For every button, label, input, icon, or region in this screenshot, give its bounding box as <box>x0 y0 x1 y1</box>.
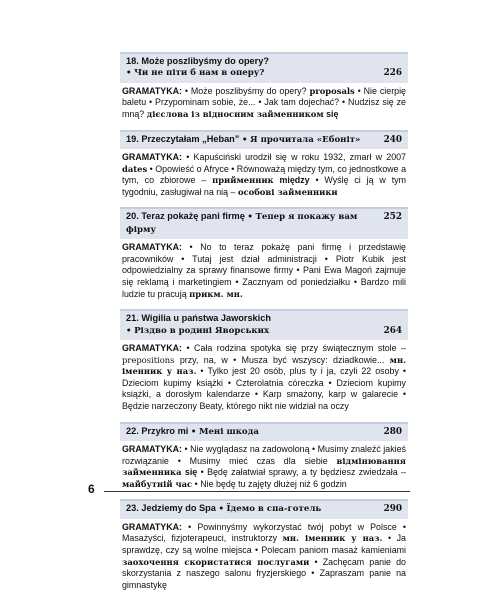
grammar-text: się <box>326 109 339 119</box>
lesson-header <box>120 207 408 239</box>
grammar-text: • Powinnyśmy wykorzystać twój pobyt w Polsce • Masażyści, fizjoterapeuci, instruktorzy <box>122 521 406 544</box>
grammar-text: • Będę załatwiał sprawy, a ty będziesz zwiedzała – <box>197 467 406 478</box>
lesson-title-ua: Я прочитала «Eбоніт» <box>250 134 361 145</box>
grammar-text: • Opowieść o Afryce • Równoważą między tym, co jednostkowe a tym, co zbiorowe – <box>122 163 406 186</box>
grammar-text: прикм. мн. <box>189 288 243 299</box>
lesson-number: 19. <box>126 133 139 144</box>
grammar-text: • Zachęcam panie do skorzystania z naszego salonu fryzjerskiego • Zapraszam panie na gimnastykę <box>122 556 406 590</box>
grammar-summary <box>120 83 408 121</box>
lesson-title-pl: Przykro mi <box>141 425 189 436</box>
grammar-text: prepositions <box>122 354 175 365</box>
lesson-number: 20. <box>126 211 139 222</box>
lesson-section <box>120 207 408 300</box>
grammar-text: прийменник <box>212 175 274 186</box>
grammar-label: GRAMATYKA: <box>122 85 182 96</box>
grammar-text: • Nie wyglądasz na zadowoloną • Musimy znaleźć jakieś rozwiązanie • Musimy mieć czas dla siebie <box>122 443 406 466</box>
grammar-text: • Wyślę ci ją w tym tygodniu, zasługiwał na nią – <box>122 175 406 197</box>
grammar-text: dates <box>122 163 148 174</box>
grammar-text: przy, na, w • Musza być wszyscy: dziadkowie... <box>174 354 390 365</box>
lesson-page: 290 <box>383 504 402 515</box>
lesson-page: 252 <box>383 212 402 223</box>
lesson-title-ua: Різдво в родині Яворських <box>134 325 270 336</box>
lesson-page: 226 <box>383 68 402 79</box>
lesson-page: 280 <box>383 426 402 437</box>
lesson-title-pl: Przeczytałam „Heban” <box>141 133 240 144</box>
grammar-label: GRAMATYKA: <box>122 242 182 253</box>
grammar-text: • Nie cierpię baletu • Przypominam sobie, że... • Jak tam dojechać? • Nudzisz się ze mną? <box>122 85 406 119</box>
lesson-title-pl: Teraz pokażę pani firmę <box>141 211 245 222</box>
lesson-title-ua: Мені шкода <box>198 426 259 437</box>
lesson-number: 23. <box>126 503 139 514</box>
grammar-text: proposals <box>309 85 355 96</box>
grammar-summary <box>120 239 408 300</box>
grammar-text: między <box>279 175 310 186</box>
lesson-number: 22. <box>126 425 139 436</box>
grammar-text: się <box>184 467 198 478</box>
bullet: • <box>218 504 224 515</box>
lesson-title-pl: Może poszlibyśmy do opery? <box>141 56 269 66</box>
grammar-text: дієслова із відносним займенником <box>146 109 324 119</box>
lesson-page: 240 <box>383 134 402 145</box>
lesson-section <box>120 422 408 491</box>
page-number: 6 <box>88 482 95 496</box>
grammar-text: • Cała rodzina spotyka się przy świątecznym stole – <box>181 342 406 353</box>
bullet: • <box>126 325 132 336</box>
grammar-text: заохочення скористатися послугами <box>122 556 310 567</box>
grammar-text: • Kapuściński urodził się w roku 1932, zmarł w 2007 <box>181 152 406 162</box>
grammar-summary <box>120 519 408 592</box>
grammar-summary <box>120 149 408 198</box>
grammar-text: особові займенники <box>237 186 338 197</box>
grammar-label: GRAMATYKA: <box>122 152 182 162</box>
grammar-text: мн. іменник у наз. <box>122 354 406 377</box>
grammar-text: • No to teraz pokażę pani firmę i przedstawię pracowników • Tutaj jest dział administracji • Piotr Kubik jest odpowiedzialny za sprawy finansowe firmy • Pani Ewa Magoń zajmuje się reklamą i marketingiem • Zacznyam od poniedziałku • Bardzo mili ludzie tu pracują <box>122 242 406 299</box>
lesson-title-pl: Jedziemy do Spa <box>141 503 216 514</box>
lesson-title-ua: Тепер я покажу вам фірму <box>126 212 358 235</box>
grammar-label: GRAMATYKA: <box>122 521 182 532</box>
grammar-text: • Tylko jest 20 osób, plus ty i ja, czyli 22 osoby • Dzieciom kupimy książki • Czterolatnia córeczka • Dzieciom kupimy książki, a dorosłym kalendarze • Karp smażony, karp w galarecie • Będzie narzeczony Beaty, którego nikt nie widział na oczy <box>122 366 406 411</box>
grammar-label: GRAMATYKA: <box>122 342 182 353</box>
lesson-section <box>120 499 408 591</box>
bullet: • <box>126 68 132 79</box>
bullet: • <box>247 212 253 223</box>
grammar-text: • Może poszlibyśmy do opery? <box>181 85 310 96</box>
lesson-header <box>120 499 408 518</box>
grammar-summary <box>120 441 408 490</box>
table-of-contents <box>120 52 408 600</box>
lesson-number: 18. <box>126 56 139 66</box>
lesson-section <box>120 130 408 199</box>
lesson-title-pl: Wigilia u państwa Jaworskich <box>141 313 271 324</box>
lesson-section <box>120 52 408 121</box>
lesson-header <box>120 52 408 83</box>
lesson-page: 264 <box>383 325 402 336</box>
bullet: • <box>190 426 197 437</box>
footer-rule <box>104 491 410 492</box>
grammar-text: майбутній час <box>122 478 193 489</box>
grammar-summary <box>120 340 408 413</box>
lesson-number: 21. <box>126 313 139 324</box>
lesson-section <box>120 309 408 412</box>
lesson-header <box>120 130 408 149</box>
bullet: • <box>241 134 248 145</box>
grammar-text: відмінювання займенника <box>122 455 406 478</box>
lesson-header <box>120 422 408 441</box>
grammar-text: мн. іменник у наз. <box>282 533 383 544</box>
grammar-label: GRAMATYKA: <box>122 443 182 454</box>
lesson-title-ua: Чи не піти б нам в оперу? <box>134 68 265 79</box>
grammar-text: • Nie będę tu zajęty dłużej niż 6 godzin <box>192 478 347 489</box>
lesson-header <box>120 309 408 340</box>
lesson-title-ua: Їдемо в спа-готель <box>226 504 322 515</box>
grammar-text: • Ja sprawdzę, czy są wolne miejsca • Polecam paniom masaż kamieniami <box>122 533 406 555</box>
